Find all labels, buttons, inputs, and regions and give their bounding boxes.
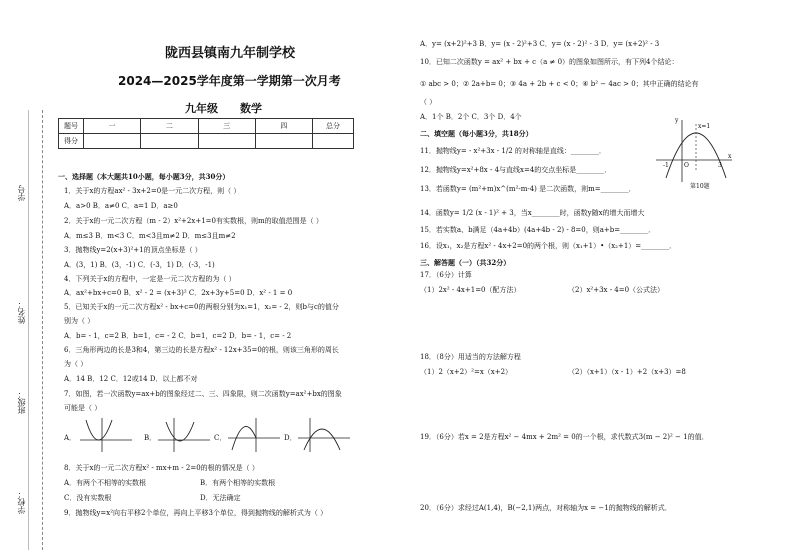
q7-option-c-label: C．	[214, 434, 227, 442]
question-5: 5．已知关于x的一元二次方程x² - bx+c=0的两根分别为x₁=1，x₂= - 2，则b与c的值分	[64, 303, 339, 311]
figure-3-label: 3	[718, 162, 722, 169]
score-header-cell: 一	[84, 119, 141, 134]
score-cell: 得分	[59, 134, 84, 149]
question-7-cont: 可能是（ ）	[64, 404, 102, 412]
figure-caption: 第10题	[690, 183, 710, 190]
question-10-items: ① abc > 0；② 2a+b= 0；③ 4a + 2b + c < 0；④ b² − 4ac > 0；其中正确的结论有	[420, 80, 699, 88]
grade-label: 九年级	[185, 102, 218, 115]
question-10-bracket: （ ）	[420, 98, 437, 106]
question-8: 8．关于x的一元二次方程x² - mx+m - 2=0的根的情况是（ ）	[64, 464, 259, 472]
question-9: 9．抛物线y=x²向右平移2个单位，再向上平移3个单位，得到抛物线的解析式为（ ）	[64, 509, 328, 517]
question-7: 7．如图，若一次函数y=ax+b的图象经过二、三、四象限，则二次函数y=ax²+bx的图象	[64, 390, 342, 398]
figure-x-label: x	[728, 153, 732, 160]
section-3-heading: 三、解答题（一）（共32分）	[420, 258, 511, 267]
question-17-part-1: （1）2x² - 4x+1=0（配方法）	[420, 286, 521, 294]
q7-option-a-label: A．	[64, 434, 77, 442]
exam-title: 2024—2025学年度第一学期第一次月考	[118, 74, 341, 88]
question-11: 11．抛物线y= - x²+3x - 1/2 的对称轴是直线：________．	[420, 147, 606, 155]
q7-option-a-graph	[78, 416, 134, 454]
question-12: 12．抛物线y=x²+8x - 4与直线x=4的交点坐标是________．	[420, 166, 612, 174]
question-17-part-2: （2）x²+3x - 4=0（公式法）	[568, 286, 665, 294]
question-3-options: A．(3，1) B．(3，-1) C．(-3，1) D．(-3，-1)	[64, 261, 215, 269]
score-cell	[141, 134, 198, 149]
question-18-part-1: （1）2（x+2）²=x（x+2）	[420, 368, 513, 376]
question-14: 14．函数y= 1/2 (x - 1)² + 3，当x________时，函数y随x的增大而增大	[420, 209, 645, 217]
question-20: 20．（6分）求经过A(1,4)，B(−2,1)两点，对称轴为x = −1的抛物线的解析式．	[420, 504, 672, 512]
q7-option-b-graph	[156, 416, 212, 454]
score-cell	[84, 134, 141, 149]
question-15: 15．若实数a、b满足（4a+4b）(4a+4b - 2) - 8=0，则a+b=________．	[420, 226, 656, 234]
question-17: 17．（6分）计算	[420, 271, 472, 279]
student-no-label: 学号	[17, 185, 26, 201]
question-6-cont: 为（ ）	[64, 360, 88, 368]
school-label: 学校：	[17, 490, 26, 514]
figure-y-label: y	[675, 117, 679, 124]
score-cell	[198, 134, 255, 149]
question-3: 3．抛物线y=2(x+3)²+1的顶点坐标是（ ）	[64, 246, 202, 254]
school-title: 陇西县镇南九年制学校	[165, 46, 296, 61]
question-13: 13．若函数y= (m²+m)x^(m²-m-4) 是二次函数，则m=________．	[420, 185, 636, 193]
score-header-cell: 二	[141, 119, 198, 134]
question-4: 4．下列关于x的方程中，一定是一元二次方程的为（ ）	[64, 275, 236, 283]
subject-label: 数学	[240, 102, 262, 115]
question-9-options: A．y= (x+2)²+3 B．y= (x - 2)²+3 C．y= (x - 2)² - 3 D．y= (x+2)² - 3	[420, 40, 660, 48]
name-label: 姓名：	[17, 300, 26, 324]
question-1: 1．关于x的方程ax² - 3x+2=0是一元二次方程，则（ ）	[64, 187, 241, 195]
question-5-cont: 别为（ ）	[64, 317, 95, 325]
question-10-figure	[654, 116, 734, 192]
score-cell	[255, 134, 312, 149]
score-cell	[313, 134, 354, 149]
score-table	[58, 118, 354, 149]
figure-minus1-label: -1	[663, 162, 669, 169]
binding-line-2	[28, 110, 29, 550]
score-header-cell: 四	[255, 119, 312, 134]
question-18: 18．（8分）用适当的方法解方程	[420, 353, 521, 361]
q7-option-d-graph	[296, 416, 352, 454]
class-label: 班级：	[17, 390, 26, 414]
question-8-option-b: B．有两个相等的实数根	[200, 479, 276, 487]
figure-origin-label: O	[684, 162, 689, 169]
score-header-cell: 题号	[59, 119, 84, 134]
question-10-options: A．1个 B．2个 C．3个 D．4个	[420, 113, 522, 121]
binding-line	[42, 110, 43, 550]
score-header-cell: 总分	[313, 119, 354, 134]
question-6: 6．三角形两边的长是3和4，第三边的长是方程x² - 12x+35=0的根，则该三角形的周长	[64, 346, 339, 354]
question-1-options: A．a>0 B．a≠0 C．a=1 D．a≥0	[64, 202, 178, 210]
question-2: 2．关于x的一元二次方程（m - 2）x²+2x+1=0有实数根，则m的取值范围是（ ）	[64, 217, 323, 225]
q7-option-c-graph	[226, 416, 282, 454]
score-header-cell: 三	[198, 119, 255, 134]
q7-option-b-label: B．	[144, 434, 157, 442]
section-1-heading: 一、选择题（本大题共10小题，每小题3分，共30分）	[58, 172, 230, 181]
q7-option-d-label: D．	[284, 434, 297, 442]
question-5-options: A．b= - 1，c=2 B．b=1，c= - 2 C．b=1，c=2 D．b= - 1，c= - 2	[64, 332, 292, 340]
question-8-option-c: C．没有实数根	[64, 494, 112, 502]
question-2-options: A．m≤3 B．m<3 C．m<3且m≠2 D．m≤3且m≠2	[64, 232, 236, 240]
question-6-options: A．14 B．12 C．12或14 D．以上都不对	[64, 375, 198, 383]
question-4-options: A．ax²+bx+c=0 B．x² - 2 = (x+3)² C．2x+3y+5=0 D．x² - 1 = 0	[64, 289, 293, 297]
figure-x1-label: x=1	[698, 123, 711, 130]
question-10: 10．已知二次函数y = ax² + bx + c（a ≠ 0）的图象如图所示，有下列4个结论：	[420, 58, 679, 66]
question-16: 16．设x₁，x₂是方程x² - 4x+2=0的两个根，则（x₁+1）•（x₂+1）=________．	[420, 242, 677, 250]
section-2-heading: 二、填空题（每小题3分，共18分）	[420, 129, 533, 138]
question-8-option-d: D．无法确定	[200, 494, 241, 502]
question-18-part-2: （2）（x+1）（x - 1）+2（x+3）=8	[568, 368, 686, 376]
question-8-option-a: A．有两个不相等的实数根	[64, 479, 147, 487]
question-19: 19．（6分）若x = 2是方程x² − 4mx + 2m² = 0的一个根，求代数式3(m − 2)² − 1的值．	[420, 433, 709, 441]
